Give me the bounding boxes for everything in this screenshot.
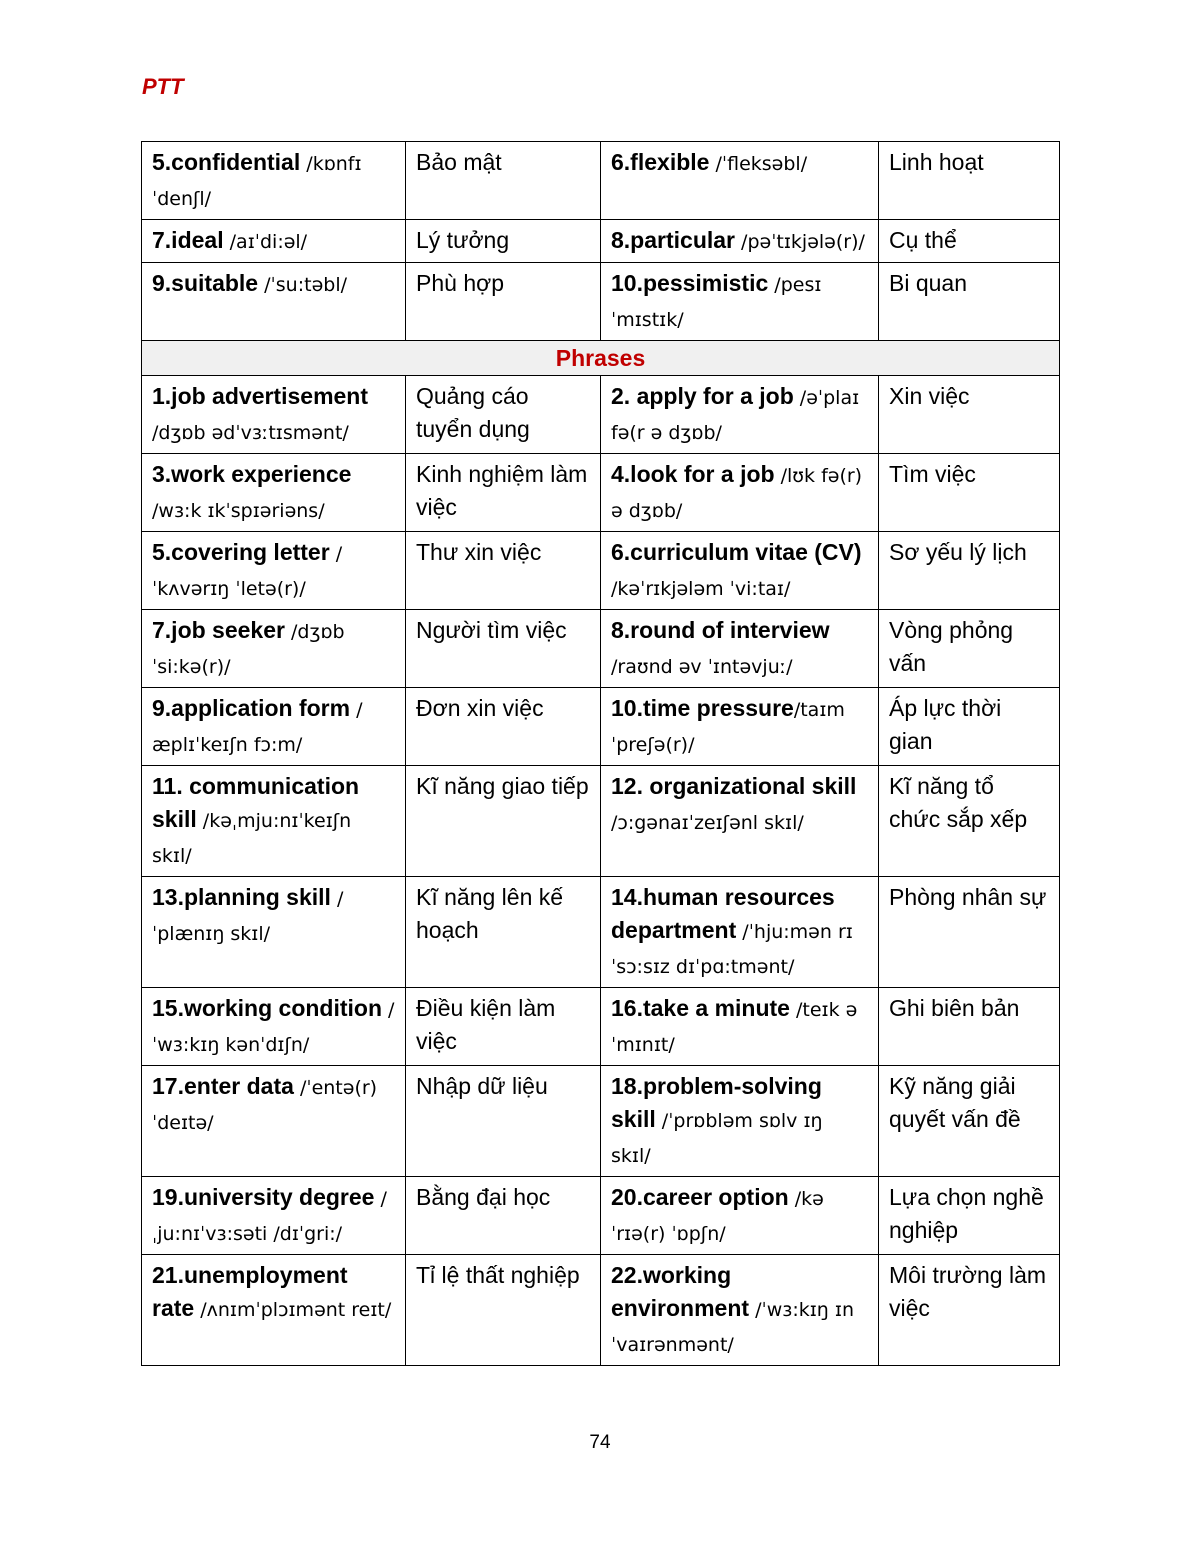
term-cell [601,610,879,688]
meaning-cell: Linh hoạt [879,142,1060,220]
table-row [142,1255,1060,1366]
meaning-cell: Phòng nhân sự [879,877,1060,988]
meaning-cell: Môi trường làm việc [879,1255,1060,1366]
term-word: 21.unemployment rate [152,1262,348,1321]
meaning-cell: Bảo mật [406,142,601,220]
meaning-cell: Điều kiện làm việc [406,988,601,1066]
term-word: 6.flexible [611,149,710,175]
meaning-cell: Kĩ năng lên kế hoạch [406,877,601,988]
term-cell [601,376,879,454]
term-pronunciation: /ˈhju:mən rɪˈsɔ:sɪz dɪˈpɑ:tmənt/ [611,921,853,978]
meaning-cell: Thư xin việc [406,532,601,610]
term-word: 22.working environment [611,1262,750,1321]
term-word: 6.curriculum vitae (CV) [611,539,862,565]
term-pronunciation: /ˈwɜ:kɪŋ kənˈdɪʃn/ [152,999,395,1056]
table-row [142,610,1060,688]
meaning-cell: Đơn xin việc [406,688,601,766]
term-cell [601,1066,879,1177]
term-pronunciation: /ɔ:gənaɪˈzeɪʃənl skɪl/ [611,812,804,834]
term-cell [142,142,406,220]
table-row [142,1066,1060,1177]
term-cell [142,263,406,341]
term-pronunciation: /ˈwɜ:kɪŋ ɪnˈvaɪrənmənt/ [611,1299,854,1356]
term-cell [601,142,879,220]
term-word: 5.confidential [152,149,301,175]
term-word: 8.particular [611,227,735,253]
vocabulary-rows [142,142,1060,341]
term-cell [142,220,406,263]
term-word: 7.ideal [152,227,224,253]
term-pronunciation: /kɒnfɪˈdenʃl/ [152,153,362,210]
meaning-cell: Kỹ năng giải quyết vấn đề [879,1066,1060,1177]
term-cell [142,610,406,688]
term-cell [601,766,879,877]
table-row [142,532,1060,610]
term-pronunciation: /lʊk fə(r) ə dʒɒb/ [611,465,863,522]
term-pronunciation: /taɪm ˈpreʃə(r)/ [611,699,845,756]
meaning-cell: Người tìm việc [406,610,601,688]
meaning-cell: Ghi biên bản [879,988,1060,1066]
meaning-cell: Lý tưởng [406,220,601,263]
term-word: 16.take a minute [611,995,790,1021]
term-pronunciation: /kəˈrɪkjələm ˈvi:taɪ/ [611,578,791,600]
term-word: 12. organizational skill [611,773,857,799]
term-pronunciation: /ˈplænɪŋ skɪl/ [152,888,344,945]
term-pronunciation: /ˈkʌvərɪŋ ˈletə(r)/ [152,543,343,600]
term-pronunciation: /wɜ:k ɪkˈspɪəriəns/ [152,500,325,522]
term-cell [601,220,879,263]
table-row [142,220,1060,263]
section-header-row [142,341,1060,376]
meaning-cell: Kĩ năng giao tiếp [406,766,601,877]
meaning-cell: Kinh nghiệm làm việc [406,454,601,532]
meaning-cell: Áp lực thời gian [879,688,1060,766]
term-pronunciation: /əˈplaɪ fə(r ə dʒɒb/ [611,387,860,444]
meaning-cell: Quảng cáo tuyển dụng [406,376,601,454]
meaning-cell: Sơ yếu lý lịch [879,532,1060,610]
table-row [142,142,1060,220]
table-row [142,263,1060,341]
phrases-section [142,341,1060,376]
term-cell [601,454,879,532]
term-word: 17.enter data [152,1073,294,1099]
term-cell [601,988,879,1066]
term-pronunciation: /kəˌmju:nɪˈkeɪʃn skɪl/ [152,810,352,867]
term-cell [142,1066,406,1177]
meaning-cell: Xin việc [879,376,1060,454]
meaning-cell: Nhập dữ liệu [406,1066,601,1177]
phrase-rows [142,376,1060,1366]
table-row [142,877,1060,988]
section-title: Phrases [142,341,1060,376]
vocabulary-table [141,141,1060,1366]
term-word: 8.round of interview [611,617,830,643]
term-pronunciation: /raʊnd əv ˈɪntəvjuː/ [611,656,793,678]
table-row [142,688,1060,766]
meaning-cell: Phù hợp [406,263,601,341]
term-cell [601,688,879,766]
term-pronunciation: /teɪk ə ˈmɪnɪt/ [611,999,858,1056]
term-pronunciation: /ˈentə(r) ˈdeɪtə/ [152,1077,378,1134]
meaning-cell: Vòng phỏng vấn [879,610,1060,688]
page-number: 74 [589,1432,611,1453]
term-cell [601,877,879,988]
term-cell [142,877,406,988]
term-pronunciation: /ˈprɒbləm sɒlv ɪŋ skɪl/ [611,1110,823,1167]
table-row [142,1177,1060,1255]
term-word: 5.covering letter [152,539,330,565]
term-word: 9.application form [152,695,351,721]
term-pronunciation: /aɪˈdi:əl/ [223,231,308,253]
term-cell [601,263,879,341]
term-pronunciation: /ˈfleksəbl/ [709,153,808,175]
table-row [142,454,1060,532]
term-word: 11. communication skill [152,773,360,832]
meaning-cell: Bi quan [879,263,1060,341]
term-cell [142,1177,406,1255]
term-word: 15.working condition [152,995,383,1021]
term-word: 19.university degree [152,1184,375,1210]
term-pronunciation: /ˈsu:təbl/ [258,274,347,296]
term-pronunciation: /ˌju:nɪˈvɜ:səti /dɪˈgri:/ [152,1188,387,1245]
term-word: 14.human resources department [611,884,835,943]
term-pronunciation: /ʌnɪmˈplɔɪmənt reɪt/ [194,1299,392,1321]
term-word: 3.work experience [152,461,352,487]
meaning-cell: Tỉ lệ thất nghiệp [406,1255,601,1366]
term-pronunciation: /kəˈrɪə(r) ˈɒpʃn/ [611,1188,824,1245]
term-word: 18.problem-solving skill [611,1073,822,1132]
term-word: 2. apply for a job [611,383,794,409]
meaning-cell: Lựa chọn nghề nghiệp [879,1177,1060,1255]
meaning-cell: Tìm việc [879,454,1060,532]
term-word: 1.job advertisement [152,383,369,409]
term-cell [142,766,406,877]
table-row [142,988,1060,1066]
document-header: PTT [142,74,184,99]
meaning-cell: Bằng đại học [406,1177,601,1255]
term-pronunciation: /dʒɒb ˈsi:kə(r)/ [152,621,345,678]
term-word: 4.look for a job [611,461,775,487]
term-cell [142,988,406,1066]
term-cell [142,1255,406,1366]
term-word: 10.pessimistic [611,270,769,296]
term-word: 10.time pressure [611,695,794,721]
term-word: 13.planning skill [152,884,331,910]
term-pronunciation: /pesɪˈmɪstɪk/ [611,274,822,331]
term-word: 9.suitable [152,270,259,296]
table-row [142,376,1060,454]
term-word: 20.career option [611,1184,789,1210]
term-cell [601,532,879,610]
term-pronunciation: /æplɪˈkeɪʃn fɔ:m/ [152,699,363,756]
term-word: 7.job seeker [152,617,285,643]
meaning-cell: Kĩ năng tổ chức sắp xếp [879,766,1060,877]
term-cell [601,1255,879,1366]
term-cell [142,454,406,532]
term-cell [142,532,406,610]
term-pronunciation: /pəˈtɪkjələ(r)/ [735,231,865,253]
term-cell [142,688,406,766]
term-cell [142,376,406,454]
meaning-cell: Cụ thể [879,220,1060,263]
term-cell [601,1177,879,1255]
term-pronunciation: /dʒɒb ədˈvɜːtɪsmənt/ [152,422,349,444]
table-row [142,766,1060,877]
